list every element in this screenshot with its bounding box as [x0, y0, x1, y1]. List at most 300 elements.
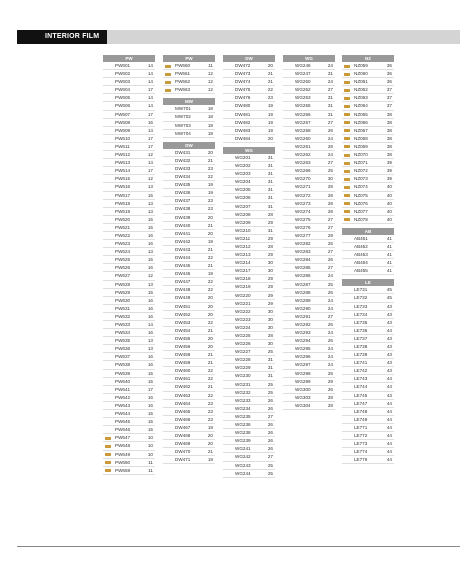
code-column-4 — [283, 55, 335, 414]
product-code: WG219 — [235, 284, 251, 290]
product-value: 25 — [327, 241, 333, 247]
table-row — [103, 337, 155, 345]
table-row — [342, 432, 394, 440]
product-value: 23 — [207, 198, 213, 204]
product-code: DW441 — [175, 230, 191, 236]
product-value: 27 — [267, 454, 273, 460]
product-code: WG257 — [295, 119, 311, 125]
product-value: 36 — [386, 63, 392, 68]
table-row — [223, 405, 275, 413]
product-code: PW606 — [115, 103, 131, 109]
product-code: NZ068 — [354, 135, 368, 141]
table-row — [342, 192, 394, 200]
product-code: WG300 — [295, 386, 311, 392]
product-value: 25 — [267, 470, 273, 476]
product-value: 24 — [327, 362, 333, 368]
product-value: 16 — [147, 362, 153, 368]
product-code: WG253 — [295, 95, 311, 101]
product-code: WG208 — [235, 211, 251, 217]
product-value: 43 — [386, 335, 392, 341]
table-row — [342, 440, 394, 448]
table-row — [163, 286, 215, 294]
product-code: DW437 — [175, 198, 191, 204]
table-row — [223, 324, 275, 332]
table-row — [283, 86, 335, 94]
table-row — [342, 267, 394, 275]
table-row — [163, 205, 215, 213]
table-row — [163, 432, 215, 440]
product-code: NZ074 — [354, 184, 368, 190]
product-value: 17 — [147, 143, 153, 149]
product-value: 26 — [267, 430, 273, 436]
product-code: AB452 — [354, 243, 368, 249]
table-row — [163, 113, 215, 121]
product-value: 11 — [148, 467, 153, 473]
product-code: PW603 — [115, 79, 131, 85]
product-value: 11 — [208, 63, 213, 68]
product-value: 24 — [327, 273, 333, 279]
table-row — [283, 297, 335, 305]
table-row — [342, 311, 394, 319]
table-row — [223, 119, 275, 127]
product-code: WG227 — [235, 349, 251, 355]
swatch-icon — [344, 65, 350, 68]
product-code: MW701 — [175, 106, 191, 112]
product-code: WG234 — [235, 405, 251, 411]
product-code: NZ070 — [354, 152, 368, 158]
product-code: WG270 — [295, 176, 311, 182]
table-row — [103, 240, 155, 248]
product-value: 25 — [327, 370, 333, 376]
table-row — [163, 254, 215, 262]
table-row — [223, 70, 275, 78]
product-code: DW465 — [175, 408, 191, 414]
table-row — [163, 448, 215, 456]
table-row — [163, 335, 215, 343]
swatch-icon — [344, 145, 350, 148]
table-row — [342, 400, 394, 408]
product-value: 43 — [386, 311, 392, 317]
table-row — [103, 175, 155, 183]
swatch-icon — [165, 73, 171, 76]
product-value: 20 — [207, 295, 213, 301]
product-value: 13 — [147, 208, 153, 214]
series-header: NZ — [342, 55, 394, 62]
product-value: 24 — [327, 135, 333, 141]
product-value: 44 — [386, 376, 392, 382]
table-row — [223, 154, 275, 162]
product-code: WG212 — [235, 243, 251, 249]
table-row — [223, 429, 275, 437]
product-code: WG232 — [235, 389, 251, 395]
product-code: NZ062 — [354, 87, 368, 93]
product-value: 16 — [147, 394, 153, 400]
table-row — [283, 337, 335, 345]
table-row — [223, 372, 275, 380]
product-code: NZ066 — [354, 119, 368, 125]
table-row — [163, 311, 215, 319]
product-value: 31 — [267, 171, 273, 177]
product-value: 26 — [327, 127, 333, 133]
product-code: NZ065 — [354, 111, 368, 117]
table-row — [342, 62, 394, 70]
product-code: WG236 — [235, 422, 251, 428]
table-row — [103, 86, 155, 94]
swatch-icon — [344, 202, 350, 205]
series-header: WG — [283, 55, 335, 62]
product-code: PW612 — [115, 152, 131, 158]
product-value: 16 — [147, 402, 153, 408]
table-row — [283, 111, 335, 119]
product-code: LE743 — [354, 376, 368, 382]
product-value: 28 — [267, 243, 273, 249]
swatch-icon — [344, 218, 350, 221]
product-value: 26 — [267, 405, 273, 411]
product-value: 44 — [386, 441, 392, 447]
product-value: 24 — [327, 330, 333, 336]
product-code: WG255 — [295, 103, 311, 109]
product-code: PW615 — [115, 176, 131, 182]
product-code: WG258 — [295, 127, 311, 133]
product-code: WG294 — [295, 338, 311, 344]
product-code: WG276 — [295, 224, 311, 230]
product-value: 10 — [147, 451, 153, 457]
product-value: 28 — [327, 143, 333, 149]
table-row — [342, 86, 394, 94]
table-row — [283, 345, 335, 353]
table-row — [283, 281, 335, 289]
product-value: 38 — [386, 119, 392, 125]
product-code: LE748 — [354, 408, 368, 414]
product-code: DW475 — [235, 87, 251, 93]
product-value: 20 — [207, 149, 213, 155]
product-code: PW631 — [115, 305, 131, 311]
product-code: DW431 — [175, 149, 191, 155]
swatch-icon — [105, 445, 111, 448]
table-row — [342, 319, 394, 327]
product-value: 29 — [327, 232, 333, 238]
product-value: 26 — [267, 438, 273, 444]
product-code: LE731 — [354, 287, 368, 293]
table-row — [223, 453, 275, 461]
table-row — [103, 434, 155, 442]
product-code: DW443 — [175, 246, 191, 252]
product-code: PW607 — [115, 111, 131, 117]
table-row — [283, 378, 335, 386]
product-code: NZ063 — [354, 95, 368, 101]
product-value: 14 — [147, 95, 153, 101]
table-row — [283, 159, 335, 167]
product-code: PW628 — [115, 281, 131, 287]
table-row — [223, 316, 275, 324]
product-code: PW641 — [115, 386, 131, 392]
product-code: PW623 — [115, 241, 131, 247]
product-code: LE771 — [354, 424, 368, 430]
product-code: NZ059 — [354, 63, 368, 68]
product-value: 38 — [386, 152, 392, 158]
table-row — [283, 70, 335, 78]
table-row — [223, 381, 275, 389]
table-row — [283, 264, 335, 272]
table-row — [283, 208, 335, 216]
swatch-icon — [344, 121, 350, 124]
table-row — [103, 305, 155, 313]
product-code: DW466 — [175, 416, 191, 422]
product-code: WG241 — [235, 446, 251, 452]
product-value: 14 — [147, 160, 153, 166]
table-row — [223, 251, 275, 259]
product-value: 22 — [207, 392, 213, 398]
product-code: MW703 — [175, 122, 191, 128]
table-row — [223, 194, 275, 202]
product-code: DW458 — [175, 352, 191, 358]
product-code: PW634 — [115, 330, 131, 336]
table-row — [223, 170, 275, 178]
table-row — [283, 256, 335, 264]
table-row — [103, 183, 155, 191]
product-code: PW601 — [115, 63, 131, 68]
product-value: 31 — [267, 227, 273, 233]
product-value: 39 — [386, 168, 392, 174]
product-value: 17 — [147, 386, 153, 392]
product-value: 31 — [327, 111, 333, 117]
product-value: 26 — [327, 289, 333, 295]
table-row — [163, 122, 215, 130]
product-code: WG202 — [235, 163, 251, 169]
product-value: 24 — [327, 63, 333, 68]
table-row — [163, 416, 215, 424]
product-code: MW702 — [175, 114, 191, 120]
product-code: PW646 — [115, 427, 131, 433]
product-code: DW464 — [175, 400, 191, 406]
product-code: WG282 — [295, 241, 311, 247]
product-code: DW480 — [235, 103, 251, 109]
table-row — [342, 119, 394, 127]
table-row — [163, 222, 215, 230]
table-row — [342, 392, 394, 400]
product-value: 45 — [386, 287, 392, 293]
product-code: WG297 — [295, 362, 311, 368]
product-value: 20 — [207, 303, 213, 309]
table-row — [103, 467, 155, 475]
product-value: 21 — [207, 246, 213, 252]
series-block-wg — [223, 147, 275, 478]
product-value: 26 — [267, 397, 273, 403]
product-value: 16 — [147, 330, 153, 336]
product-value: 15 — [147, 289, 153, 295]
product-code: LE733 — [354, 303, 368, 309]
product-code: PW663 — [175, 87, 191, 93]
table-row — [103, 410, 155, 418]
product-value: 24 — [327, 346, 333, 352]
table-row — [283, 240, 335, 248]
table-row — [223, 243, 275, 251]
product-code: WG262 — [295, 152, 311, 158]
table-row — [223, 413, 275, 421]
product-value: 37 — [386, 95, 392, 101]
table-row — [163, 440, 215, 448]
product-value: 20 — [207, 344, 213, 349]
table-row — [103, 62, 155, 70]
product-value: 15 — [147, 224, 153, 230]
swatch-icon — [344, 178, 350, 181]
table-row — [103, 159, 155, 167]
product-value: 27 — [327, 160, 333, 166]
table-row — [342, 259, 394, 267]
product-value: 14 — [147, 79, 153, 85]
product-value: 28 — [267, 211, 273, 217]
product-value: 23 — [207, 400, 213, 406]
swatch-icon — [105, 469, 111, 472]
table-row — [342, 167, 394, 175]
product-value: 31 — [267, 365, 273, 371]
product-value: 16 — [147, 265, 153, 271]
product-value: 29 — [267, 252, 273, 258]
product-code: WG228 — [235, 357, 251, 363]
product-value: 13 — [147, 249, 153, 255]
table-row — [223, 348, 275, 356]
table-row — [223, 178, 275, 186]
swatch-icon — [344, 81, 350, 84]
table-row — [103, 94, 155, 102]
product-code: PW620 — [115, 216, 131, 222]
product-code: WG230 — [235, 373, 251, 379]
product-value: 18 — [207, 106, 213, 112]
product-code: PW632 — [115, 313, 131, 319]
product-code: DW440 — [175, 222, 191, 228]
product-value: 28 — [267, 333, 273, 338]
product-value: 21 — [267, 71, 273, 77]
table-row — [103, 232, 155, 240]
table-row — [223, 186, 275, 194]
product-value: 16 — [147, 354, 153, 360]
table-row — [283, 102, 335, 110]
product-code: WG290 — [295, 305, 311, 311]
product-code: WG213 — [235, 252, 251, 258]
table-row — [223, 62, 275, 70]
product-code: PW622 — [115, 232, 131, 238]
product-value: 41 — [386, 235, 392, 241]
table-row — [103, 256, 155, 264]
product-code: WG246 — [295, 63, 311, 68]
product-code: DW463 — [175, 392, 191, 398]
product-value: 39 — [386, 160, 392, 166]
product-value: 44 — [386, 449, 392, 455]
product-code: AB454 — [354, 260, 368, 266]
table-row — [223, 78, 275, 86]
table-row — [342, 235, 394, 243]
table-row — [342, 135, 394, 143]
product-value: 12 — [207, 79, 213, 85]
section-title: INTERIOR FILM — [17, 30, 107, 44]
table-row — [223, 470, 275, 478]
product-value: 44 — [386, 457, 392, 463]
product-code: DW448 — [175, 287, 191, 293]
table-row — [223, 389, 275, 397]
product-value: 20 — [267, 135, 273, 141]
table-row — [342, 243, 394, 251]
product-code: WG293 — [295, 330, 311, 336]
product-value: 20 — [207, 433, 213, 439]
table-row — [283, 305, 335, 313]
product-code: PW613 — [115, 160, 131, 166]
product-code: PW639 — [115, 370, 131, 376]
table-row — [342, 216, 394, 224]
product-value: 14 — [147, 103, 153, 109]
product-value: 19 — [207, 182, 213, 188]
product-value: 20 — [267, 63, 273, 68]
product-code: PW642 — [115, 394, 131, 400]
product-value: 22 — [207, 279, 213, 285]
series-block-dw — [163, 142, 215, 465]
product-code: WG217 — [235, 268, 251, 274]
product-code: PW629 — [115, 289, 131, 295]
product-value: 45 — [386, 295, 392, 301]
product-value: 30 — [267, 268, 273, 274]
product-code: WG203 — [235, 171, 251, 177]
table-row — [283, 200, 335, 208]
product-code: NZ064 — [354, 103, 368, 109]
table-row — [163, 130, 215, 138]
product-code: DW456 — [175, 344, 191, 349]
product-code: LE732 — [354, 295, 368, 301]
table-row — [283, 321, 335, 329]
product-value: 27 — [267, 413, 273, 419]
table-row — [163, 238, 215, 246]
product-code: PW645 — [115, 419, 131, 425]
product-value: 12 — [147, 152, 153, 158]
table-row — [103, 281, 155, 289]
product-code: WG233 — [235, 397, 251, 403]
table-row — [342, 159, 394, 167]
table-row — [283, 353, 335, 361]
product-code: WG275 — [295, 216, 311, 222]
product-value: 21 — [207, 327, 213, 333]
product-code: LE773 — [354, 441, 368, 447]
product-code: WG288 — [295, 289, 311, 295]
product-value: 18 — [207, 130, 213, 136]
series-header: WG — [223, 147, 275, 154]
product-value: 19 — [267, 103, 273, 109]
product-value: 13 — [147, 346, 153, 352]
product-value: 23 — [207, 206, 213, 212]
product-code: WG235 — [235, 413, 251, 419]
product-code: WG271 — [295, 184, 311, 190]
table-row — [342, 343, 394, 351]
product-code: PW608 — [115, 119, 131, 125]
product-value: 22 — [267, 87, 273, 93]
table-row — [342, 351, 394, 359]
code-column-1 — [103, 55, 155, 479]
swatch-icon — [344, 162, 350, 165]
product-value: 14 — [147, 127, 153, 133]
product-code: WG296 — [295, 354, 311, 360]
product-value: 44 — [386, 424, 392, 430]
table-row — [103, 289, 155, 297]
product-code: WG283 — [295, 249, 311, 255]
table-row — [283, 127, 335, 135]
swatch-icon — [105, 453, 111, 456]
product-value: 26 — [327, 322, 333, 327]
product-value: 31 — [267, 195, 273, 201]
table-row — [163, 408, 215, 416]
product-code: WG295 — [295, 346, 311, 352]
product-value: 13 — [147, 338, 153, 344]
product-code: LE772 — [354, 433, 368, 439]
product-value: 24 — [327, 305, 333, 311]
product-code: DW476 — [235, 95, 251, 101]
product-code: WG224 — [235, 324, 251, 330]
